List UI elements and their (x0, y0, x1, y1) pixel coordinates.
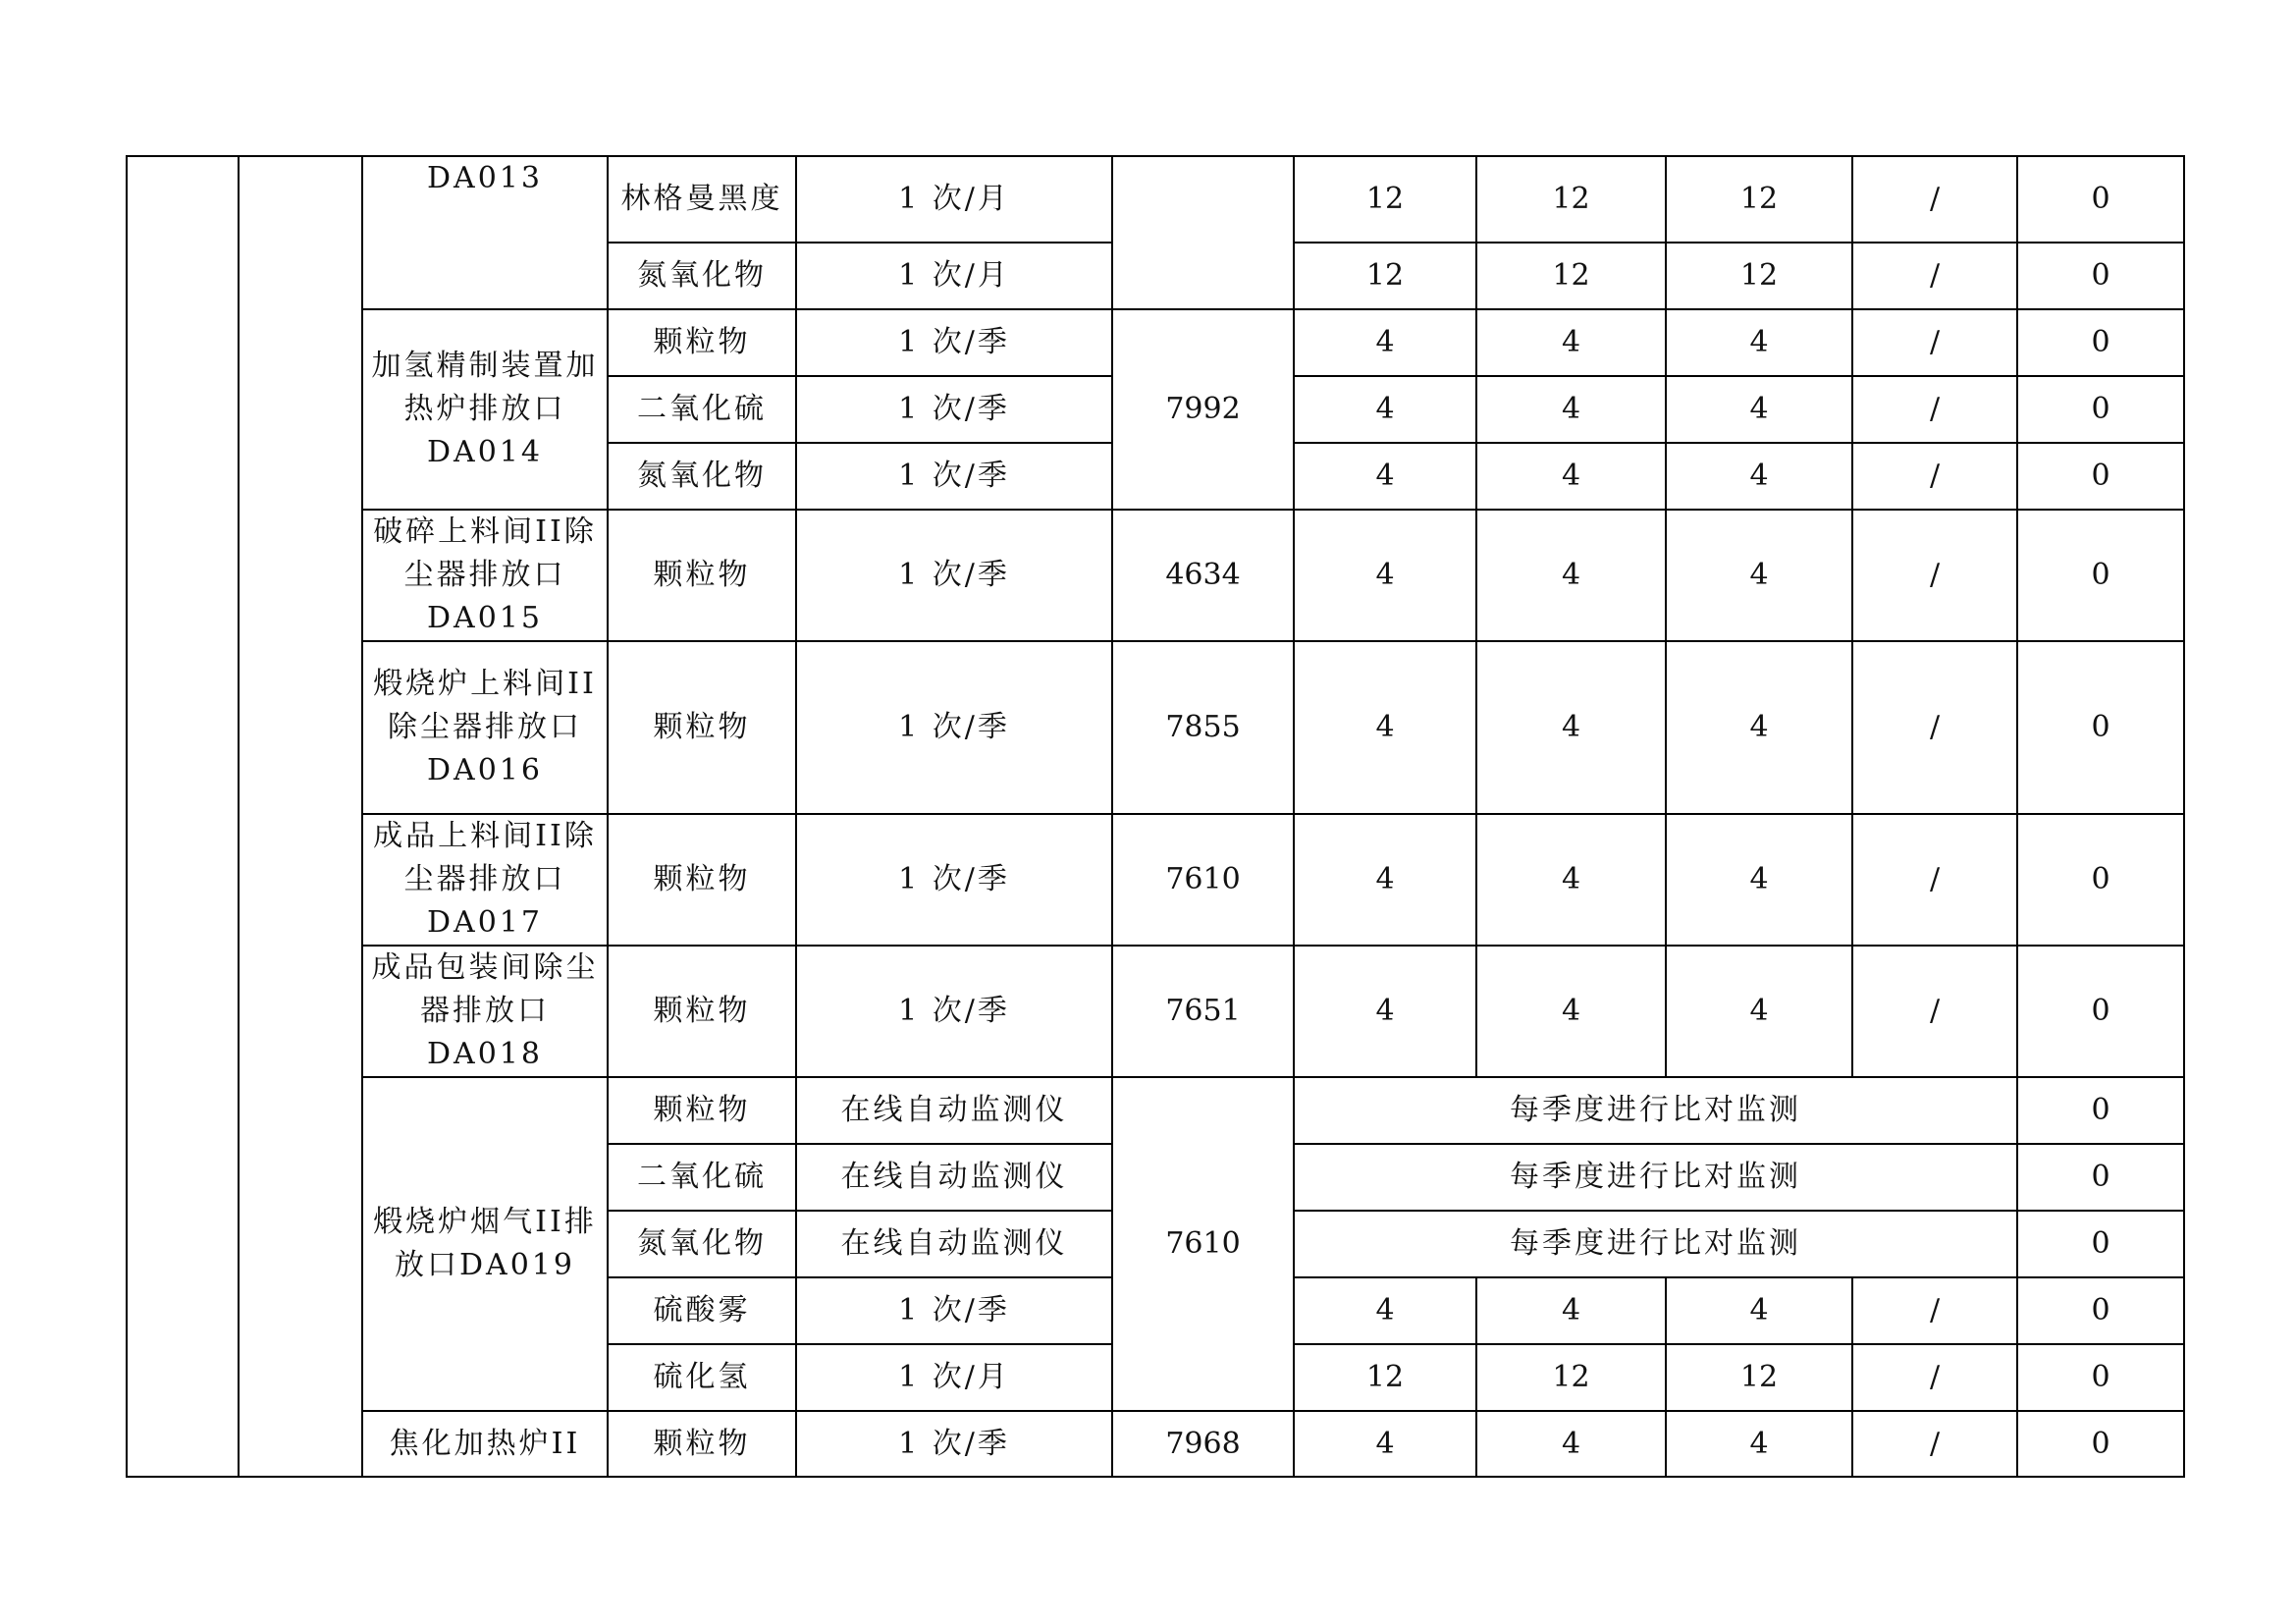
slash-cell: / (1852, 309, 2017, 376)
slash-cell: / (1852, 946, 2017, 1077)
count-cell-3: 12 (1666, 156, 1852, 243)
frequency: 1 次/季 (796, 946, 1112, 1077)
exceed-count: 0 (2017, 641, 2184, 814)
outlet-code: 7855 (1112, 641, 1294, 814)
slash-cell: / (1852, 1277, 2017, 1344)
count-cell-3: 4 (1666, 510, 1852, 641)
count-cell-2: 4 (1476, 510, 1666, 641)
frequency: 在线自动监测仪 (796, 1077, 1112, 1144)
frequency: 1 次/季 (796, 1277, 1112, 1344)
pollutant: 硫化氢 (608, 1344, 796, 1411)
outlet-name: 焦化加热炉II (362, 1411, 608, 1477)
count-cell-2: 4 (1476, 443, 1666, 510)
count-cell-1: 4 (1294, 641, 1476, 814)
frequency: 1 次/季 (796, 641, 1112, 814)
count-cell-2: 12 (1476, 156, 1666, 243)
count-cell-2: 12 (1476, 243, 1666, 309)
frequency: 1 次/月 (796, 1344, 1112, 1411)
monitoring-table (126, 155, 2185, 1478)
pollutant: 颗粒物 (608, 1077, 796, 1144)
category-cell (127, 156, 239, 1477)
slash-cell: / (1852, 156, 2017, 243)
slash-cell: / (1852, 443, 2017, 510)
pollutant: 颗粒物 (608, 946, 796, 1077)
table-row (127, 814, 2184, 946)
outlet-code: 7992 (1112, 309, 1294, 510)
count-cell-3: 4 (1666, 309, 1852, 376)
pollutant: 颗粒物 (608, 1411, 796, 1477)
count-cell-1: 12 (1294, 1344, 1476, 1411)
outlet-name: 破碎上料间II除尘器排放口DA015 (362, 510, 608, 641)
table-row (127, 510, 2184, 641)
table-row (127, 1077, 2184, 1144)
frequency: 在线自动监测仪 (796, 1144, 1112, 1211)
count-cell-1: 4 (1294, 814, 1476, 946)
table-row (127, 1411, 2184, 1477)
count-cell-2: 12 (1476, 1344, 1666, 1411)
outlet-name: DA013 (362, 156, 608, 309)
pollutant: 颗粒物 (608, 309, 796, 376)
exceed-count: 0 (2017, 1411, 2184, 1477)
outlet-name: 成品包装间除尘器排放口DA018 (362, 946, 608, 1077)
slash-cell: / (1852, 510, 2017, 641)
count-cell-3: 4 (1666, 814, 1852, 946)
frequency: 1 次/月 (796, 156, 1112, 243)
count-cell-2: 4 (1476, 814, 1666, 946)
slash-cell: / (1852, 641, 2017, 814)
comparison-note: 每季度进行比对监测 (1294, 1077, 2017, 1144)
exceed-count: 0 (2017, 814, 2184, 946)
outlet-name: 加氢精制装置加热炉排放口DA014 (362, 309, 608, 510)
outlet-name: 煅烧炉上料间II除尘器排放口DA016 (362, 641, 608, 814)
outlet-name: 成品上料间II除尘器排放口DA017 (362, 814, 608, 946)
pollutant: 氮氧化物 (608, 1211, 796, 1277)
subcategory-cell (239, 156, 362, 1477)
frequency: 1 次/季 (796, 814, 1112, 946)
count-cell-3: 4 (1666, 443, 1852, 510)
pollutant: 氮氧化物 (608, 443, 796, 510)
outlet-name: 煅烧炉烟气II排放口DA019 (362, 1077, 608, 1411)
exceed-count: 0 (2017, 156, 2184, 243)
exceed-count: 0 (2017, 376, 2184, 443)
exceed-count: 0 (2017, 1344, 2184, 1411)
slash-cell: / (1852, 243, 2017, 309)
count-cell-2: 4 (1476, 1277, 1666, 1344)
count-cell-2: 4 (1476, 376, 1666, 443)
exceed-count: 0 (2017, 443, 2184, 510)
count-cell-1: 4 (1294, 309, 1476, 376)
frequency: 1 次/季 (796, 309, 1112, 376)
outlet-code (1112, 156, 1294, 309)
outlet-code: 7968 (1112, 1411, 1294, 1477)
comparison-note: 每季度进行比对监测 (1294, 1144, 2017, 1211)
count-cell-2: 4 (1476, 946, 1666, 1077)
pollutant: 二氧化硫 (608, 1144, 796, 1211)
pollutant: 颗粒物 (608, 641, 796, 814)
count-cell-3: 4 (1666, 376, 1852, 443)
pollutant: 二氧化硫 (608, 376, 796, 443)
table-row (127, 641, 2184, 814)
count-cell-3: 12 (1666, 1344, 1852, 1411)
exceed-count: 0 (2017, 309, 2184, 376)
count-cell-3: 4 (1666, 946, 1852, 1077)
outlet-code: 4634 (1112, 510, 1294, 641)
count-cell-1: 4 (1294, 1411, 1476, 1477)
frequency: 1 次/季 (796, 1411, 1112, 1477)
count-cell-1: 4 (1294, 443, 1476, 510)
count-cell-1: 4 (1294, 1277, 1476, 1344)
count-cell-3: 12 (1666, 243, 1852, 309)
count-cell-1: 4 (1294, 946, 1476, 1077)
count-cell-3: 4 (1666, 641, 1852, 814)
pollutant: 氮氧化物 (608, 243, 796, 309)
count-cell-2: 4 (1476, 641, 1666, 814)
count-cell-1: 4 (1294, 376, 1476, 443)
exceed-count: 0 (2017, 946, 2184, 1077)
slash-cell: / (1852, 814, 2017, 946)
outlet-code: 7610 (1112, 814, 1294, 946)
pollutant: 硫酸雾 (608, 1277, 796, 1344)
exceed-count: 0 (2017, 1077, 2184, 1144)
exceed-count: 0 (2017, 1144, 2184, 1211)
table-row (127, 309, 2184, 376)
count-cell-2: 4 (1476, 309, 1666, 376)
pollutant: 颗粒物 (608, 510, 796, 641)
exceed-count: 0 (2017, 243, 2184, 309)
exceed-count: 0 (2017, 1211, 2184, 1277)
outlet-code: 7651 (1112, 946, 1294, 1077)
count-cell-2: 4 (1476, 1411, 1666, 1477)
count-cell-3: 4 (1666, 1277, 1852, 1344)
frequency: 1 次/月 (796, 243, 1112, 309)
exceed-count: 0 (2017, 510, 2184, 641)
slash-cell: / (1852, 376, 2017, 443)
frequency: 1 次/季 (796, 376, 1112, 443)
frequency: 1 次/季 (796, 443, 1112, 510)
table-row (127, 946, 2184, 1077)
count-cell-1: 12 (1294, 156, 1476, 243)
frequency: 1 次/季 (796, 510, 1112, 641)
count-cell-1: 12 (1294, 243, 1476, 309)
outlet-code: 7610 (1112, 1077, 1294, 1411)
exceed-count: 0 (2017, 1277, 2184, 1344)
comparison-note: 每季度进行比对监测 (1294, 1211, 2017, 1277)
count-cell-3: 4 (1666, 1411, 1852, 1477)
slash-cell: / (1852, 1344, 2017, 1411)
count-cell-1: 4 (1294, 510, 1476, 641)
pollutant: 颗粒物 (608, 814, 796, 946)
frequency: 在线自动监测仪 (796, 1211, 1112, 1277)
table-row (127, 156, 2184, 243)
pollutant: 林格曼黑度 (608, 156, 796, 243)
slash-cell: / (1852, 1411, 2017, 1477)
